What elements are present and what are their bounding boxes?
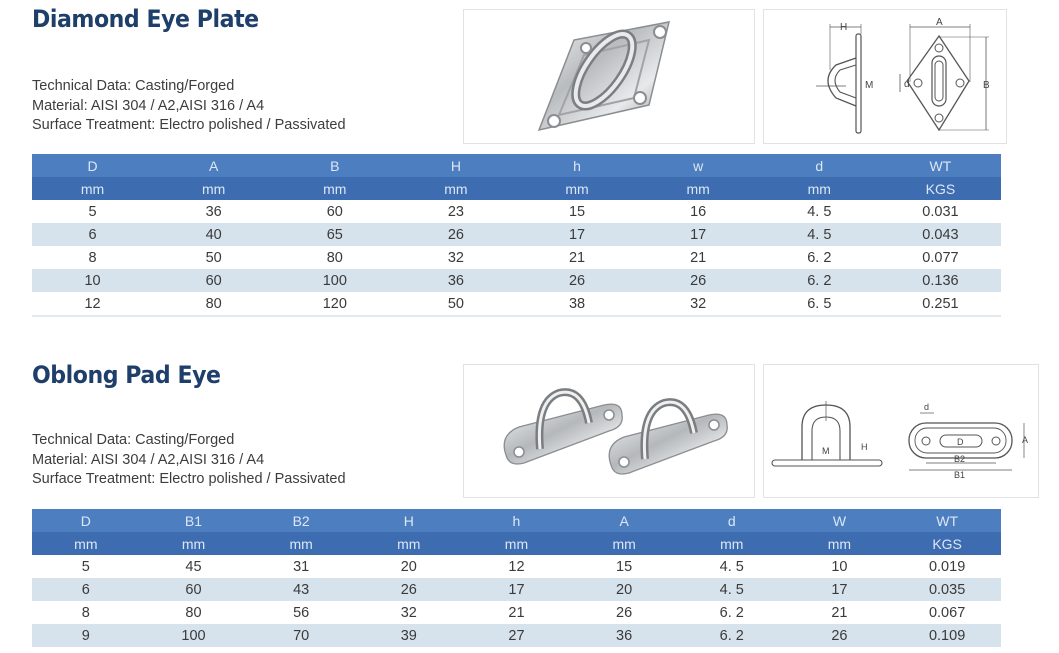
cell: 12: [463, 555, 571, 578]
col-unit: KGS: [893, 532, 1001, 555]
cell: 5: [32, 555, 140, 578]
svg-text:d: d: [904, 79, 910, 90]
cell: 4. 5: [759, 200, 880, 223]
spec-surface-treatment: Surface Treatment: Electro polished / Passivated: [32, 471, 346, 487]
spec-list: [32, 431, 346, 490]
col-header: H: [355, 509, 463, 532]
cell: 8: [32, 246, 153, 269]
cell: 10: [786, 555, 894, 578]
oblong-pad-eye-table: [32, 509, 1001, 647]
col-header: D: [32, 154, 153, 177]
cell: 36: [395, 269, 516, 292]
cell: 32: [355, 601, 463, 624]
col-header: w: [638, 154, 759, 177]
cell: 6: [32, 578, 140, 601]
spec-list: [32, 77, 346, 136]
cell: 27: [463, 624, 571, 647]
cell: 12: [32, 292, 153, 316]
spec-technical-data: Technical Data: Casting/Forged: [32, 432, 235, 448]
cell: 80: [140, 601, 248, 624]
cell: 120: [274, 292, 395, 316]
cell: 4. 5: [678, 555, 786, 578]
diamond-eye-plate-table: [32, 154, 1001, 317]
cell: 15: [570, 555, 678, 578]
col-header: h: [517, 154, 638, 177]
diamond-plate-photo-icon: [464, 10, 754, 143]
table-header-row: [32, 154, 1001, 177]
table-unit-row: [32, 532, 1001, 555]
section-title: Diamond Eye Plate: [32, 5, 259, 33]
cell: 15: [517, 200, 638, 223]
col-header: B2: [247, 509, 355, 532]
svg-text:B: B: [983, 80, 990, 91]
col-unit: mm: [678, 532, 786, 555]
cell: 6: [32, 223, 153, 246]
svg-text:B1: B1: [954, 470, 966, 480]
cell: 0.251: [880, 292, 1001, 316]
table-row: [32, 555, 1001, 578]
diamond-eye-plate-drawing: [763, 9, 1007, 144]
col-unit: mm: [463, 532, 571, 555]
cell: 6. 2: [759, 269, 880, 292]
cell: 39: [355, 624, 463, 647]
col-unit: mm: [570, 532, 678, 555]
cell: 9: [32, 624, 140, 647]
table-row: [32, 269, 1001, 292]
cell: 26: [638, 269, 759, 292]
cell: 6. 2: [678, 601, 786, 624]
cell: 0.077: [880, 246, 1001, 269]
cell: 26: [517, 269, 638, 292]
col-header: WT: [893, 509, 1001, 532]
cell: 80: [153, 292, 274, 316]
col-header: A: [570, 509, 678, 532]
col-unit: mm: [517, 177, 638, 200]
col-unit: mm: [140, 532, 248, 555]
col-header: W: [786, 509, 894, 532]
cell: 21: [638, 246, 759, 269]
col-header: h: [463, 509, 571, 532]
cell: 40: [153, 223, 274, 246]
table-row: [32, 292, 1001, 316]
svg-text:M: M: [865, 80, 874, 91]
col-unit: mm: [153, 177, 274, 200]
cell: 65: [274, 223, 395, 246]
cell: 60: [153, 269, 274, 292]
cell: 17: [463, 578, 571, 601]
oblong-pad-eye-drawing-icon: [764, 365, 1038, 497]
cell: 21: [517, 246, 638, 269]
col-unit: mm: [759, 177, 880, 200]
cell: 0.031: [880, 200, 1001, 223]
table-row: [32, 601, 1001, 624]
svg-text:H: H: [861, 442, 868, 452]
cell: 32: [395, 246, 516, 269]
cell: 6. 2: [678, 624, 786, 647]
cell: 56: [247, 601, 355, 624]
cell: 17: [786, 578, 894, 601]
cell: 31: [247, 555, 355, 578]
cell: 21: [786, 601, 894, 624]
col-unit: mm: [355, 532, 463, 555]
svg-text:H: H: [840, 22, 848, 33]
col-unit: mm: [32, 532, 140, 555]
col-unit: mm: [786, 532, 894, 555]
col-header: d: [678, 509, 786, 532]
cell: 38: [517, 292, 638, 316]
table-row: [32, 578, 1001, 601]
col-unit: mm: [247, 532, 355, 555]
cell: 23: [395, 200, 516, 223]
cell: 21: [463, 601, 571, 624]
cell: 36: [570, 624, 678, 647]
col-header: A: [153, 154, 274, 177]
table-row: [32, 246, 1001, 269]
cell: 26: [355, 578, 463, 601]
svg-text:d: d: [924, 402, 930, 412]
table-header-row: [32, 509, 1001, 532]
cell: 20: [355, 555, 463, 578]
cell: 0.035: [893, 578, 1001, 601]
diamond-plate-drawing-icon: [764, 10, 1006, 143]
svg-text:M: M: [822, 446, 830, 456]
table-unit-row: [32, 177, 1001, 200]
cell: 50: [153, 246, 274, 269]
cell: 45: [140, 555, 248, 578]
col-unit: mm: [32, 177, 153, 200]
cell: 4. 5: [759, 223, 880, 246]
cell: 32: [638, 292, 759, 316]
cell: 70: [247, 624, 355, 647]
spec-material: Material: AISI 304 / A2,AISI 316 / A4: [32, 97, 265, 114]
col-header: d: [759, 154, 880, 177]
col-unit: mm: [638, 177, 759, 200]
cell: 50: [395, 292, 516, 316]
col-header: H: [395, 154, 516, 177]
cell: 26: [395, 223, 516, 246]
col-unit: mm: [274, 177, 395, 200]
diamond-eye-plate-photo: [463, 9, 755, 144]
cell: 16: [638, 200, 759, 223]
cell: 26: [570, 601, 678, 624]
table-row: [32, 223, 1001, 246]
cell: 43: [247, 578, 355, 601]
spec-surface-treatment: Surface Treatment: Electro polished / Passivated: [32, 117, 346, 133]
cell: 20: [570, 578, 678, 601]
cell: 0.019: [893, 555, 1001, 578]
spec-material: Material: AISI 304 / A2,AISI 316 / A4: [32, 451, 265, 468]
cell: 5: [32, 200, 153, 223]
cell: 17: [517, 223, 638, 246]
cell: 0.109: [893, 624, 1001, 647]
oblong-pad-eye-drawing: [763, 364, 1039, 498]
cell: 0.067: [893, 601, 1001, 624]
cell: 6. 5: [759, 292, 880, 316]
table-row: [32, 200, 1001, 223]
cell: 60: [274, 200, 395, 223]
col-unit: mm: [395, 177, 516, 200]
svg-text:D: D: [957, 437, 964, 447]
cell: 0.043: [880, 223, 1001, 246]
oblong-pad-eye-photo-icon: [464, 365, 754, 497]
cell: 26: [786, 624, 894, 647]
col-unit: KGS: [880, 177, 1001, 200]
col-header: D: [32, 509, 140, 532]
spec-technical-data: Technical Data: Casting/Forged: [32, 78, 235, 94]
col-header: B1: [140, 509, 248, 532]
cell: 100: [274, 269, 395, 292]
cell: 4. 5: [678, 578, 786, 601]
oblong-pad-eye-section: [0, 350, 1059, 653]
col-header: B: [274, 154, 395, 177]
table-row: [32, 624, 1001, 647]
svg-text:B2: B2: [954, 454, 966, 464]
cell: 0.136: [880, 269, 1001, 292]
section-title: Oblong Pad Eye: [32, 361, 221, 389]
col-header: WT: [880, 154, 1001, 177]
cell: 6. 2: [759, 246, 880, 269]
cell: 17: [638, 223, 759, 246]
cell: 100: [140, 624, 248, 647]
cell: 10: [32, 269, 153, 292]
cell: 8: [32, 601, 140, 624]
cell: 60: [140, 578, 248, 601]
svg-text:A: A: [936, 17, 943, 28]
cell: 80: [274, 246, 395, 269]
oblong-pad-eye-photo: [463, 364, 755, 498]
svg-text:A: A: [1022, 435, 1029, 445]
cell: 36: [153, 200, 274, 223]
